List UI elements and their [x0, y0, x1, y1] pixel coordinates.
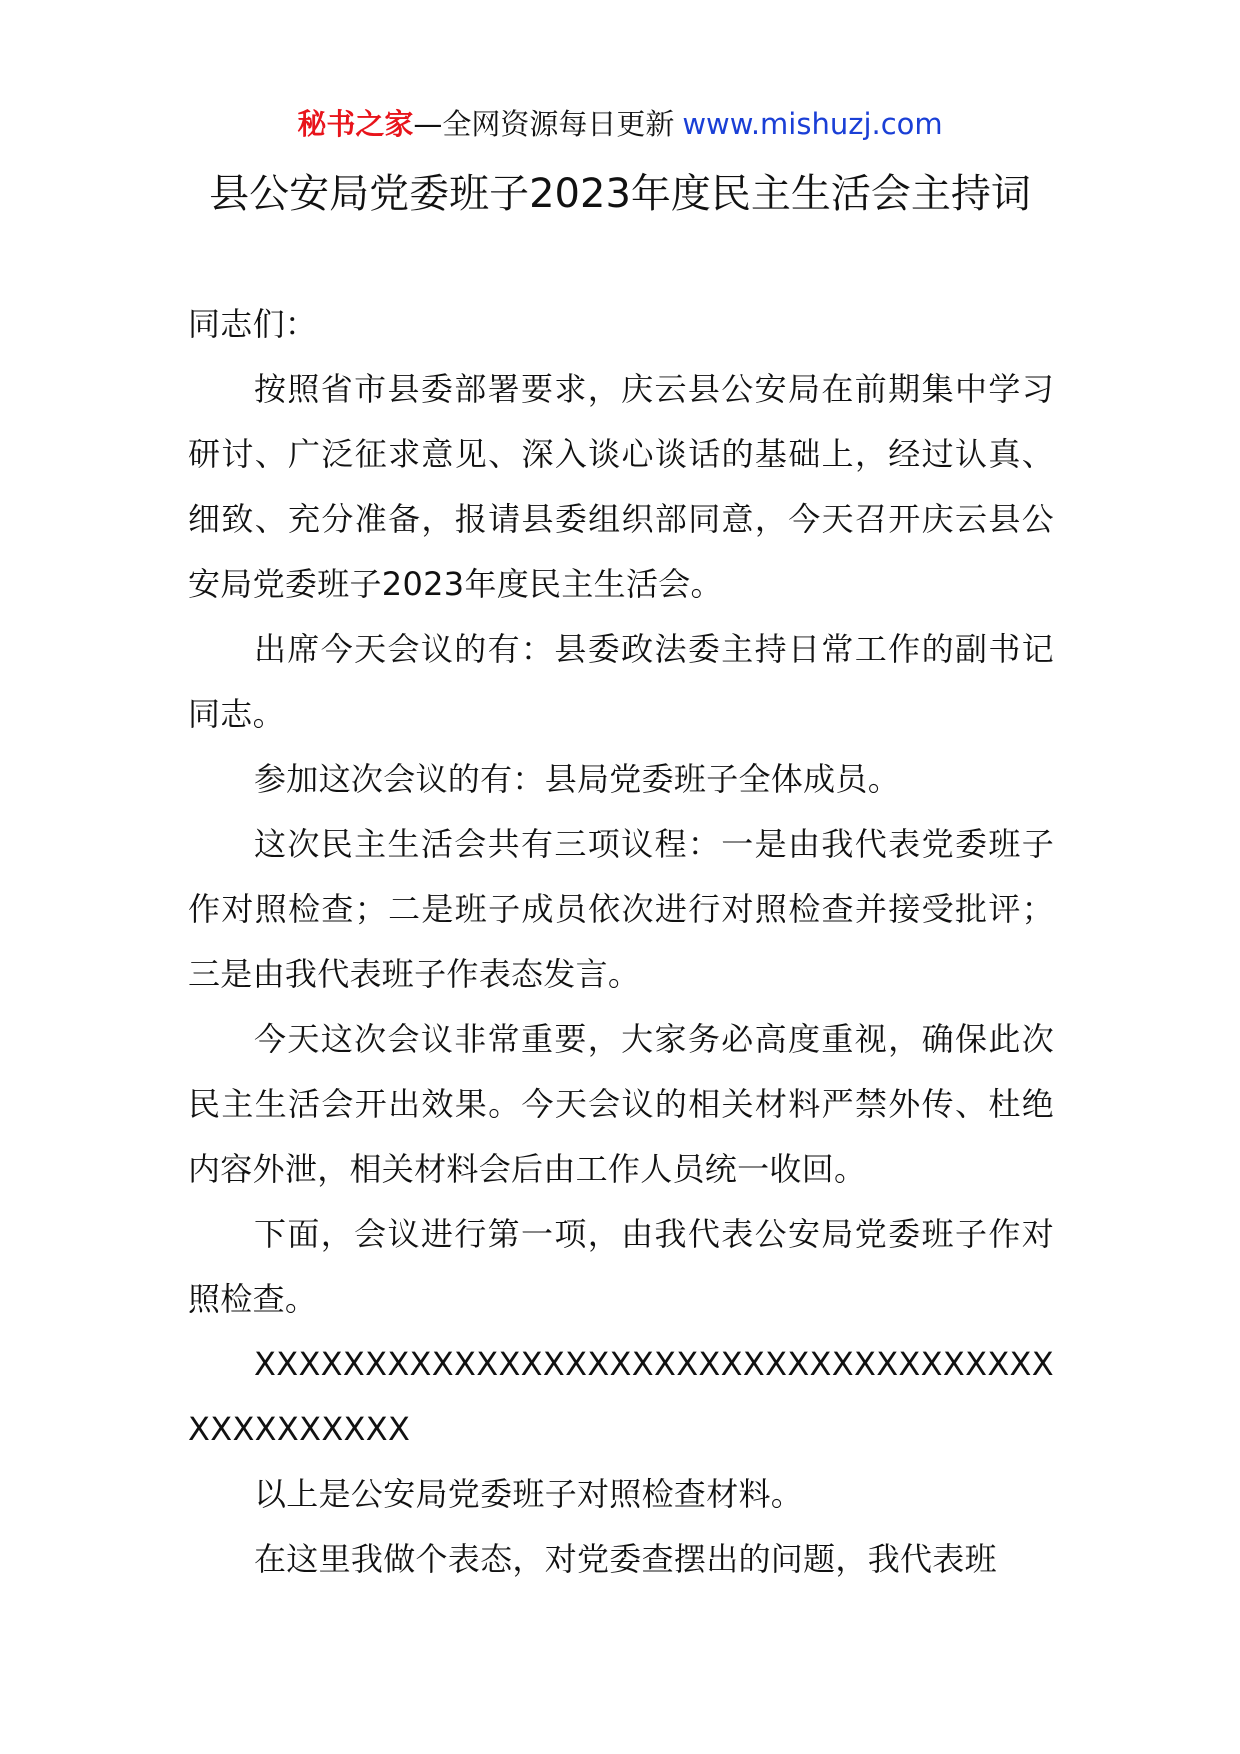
site-url-link[interactable]: www.mishuzj.com: [682, 107, 943, 141]
header-slogan: —全网资源每日更新: [413, 107, 675, 141]
paragraph: 今天这次会议非常重要，大家务必高度重视，确保此次民主生活会开出效果。今天会议的相关材料严禁外传、杜绝内容外泄，相关材料会后由工作人员统一收回。: [188, 1020, 1054, 1188]
site-header: [0, 100, 1240, 148]
brand-name: 秘书之家: [297, 107, 414, 141]
paragraph: 这次民主生活会共有三项议程：一是由我代表党委班子作对照检查；二是班子成员依次进行对照检查并接受批评；三是由我代表班子作表态发言。: [188, 825, 1054, 993]
paragraph: 出席今天会议的有：县委政法委主持日常工作的副书记同志。: [188, 630, 1054, 733]
paragraph: 按照省市县委部署要求，庆云县公安局在前期集中学习研讨、广泛征求意见、深入谈心谈话的基础上，经过认真、细致、充分准备，报请县委组织部同意，今天召开庆云县公安局党委班子2023年度民主生活会。: [188, 370, 1054, 603]
document-body: [188, 292, 1054, 1592]
salutation: 同志们：: [188, 305, 318, 343]
paragraph: 在这里我做个表态，对党委查摆出的问题，我代表班: [254, 1540, 997, 1578]
placeholder-paragraph: XXXXXXXXXXXXXXXXXXXXXXXXXXXXXXXXXXXXXXXXXXXXXX: [188, 1345, 1054, 1448]
paragraph: 下面，会议进行第一项，由我代表公安局党委班子作对照检查。: [188, 1215, 1054, 1318]
paragraph: 以上是公安局党委班子对照检查材料。: [254, 1475, 804, 1513]
paragraph: 参加这次会议的有：县局党委班子全体成员。: [254, 760, 901, 798]
document-title: 县公安局党委班子2023年度民主生活会主持词: [209, 171, 1031, 217]
